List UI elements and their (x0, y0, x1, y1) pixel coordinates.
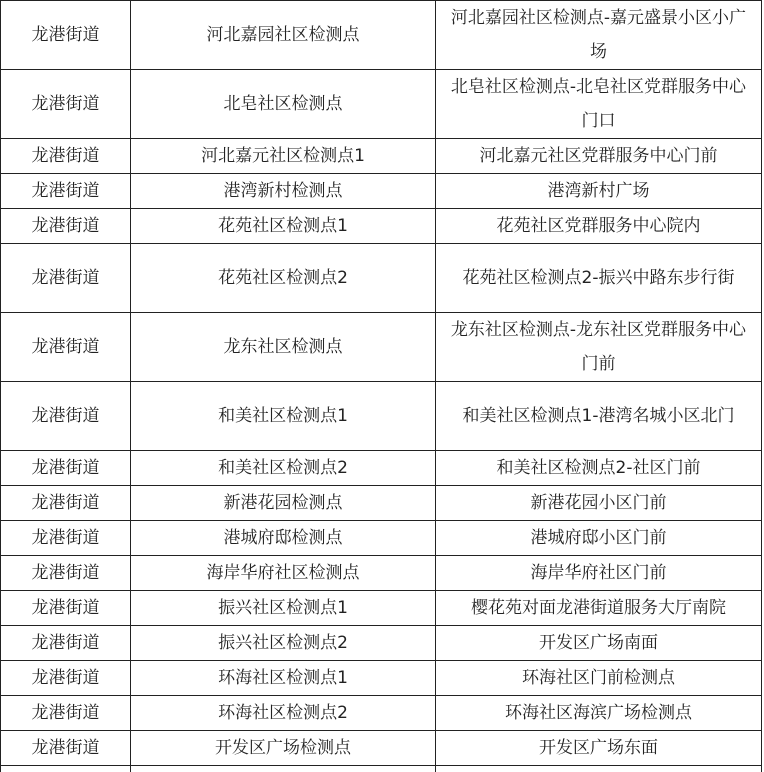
cell-site-name: 河北嘉园社区检测点 (131, 1, 436, 70)
cell-location: 龙东社区检测点-龙东社区党群服务中心门前 (436, 313, 762, 382)
cell-site-name: 花苑社区检测点2 (131, 244, 436, 313)
cell-street: 龙港街道 (1, 313, 131, 382)
cell-site-name: 花苑社区检测点1 (131, 209, 436, 244)
cell-site-name: 振兴社区检测点1 (131, 591, 436, 626)
cell-street: 龙港街道 (1, 731, 131, 766)
table-row (1, 521, 762, 556)
cell-location: 环海社区海滨广场检测点 (436, 696, 762, 731)
cell-street: 龙港街道 (1, 626, 131, 661)
cell-location: 和美社区检测点1-港湾名城小区北门 (436, 382, 762, 451)
table-row (1, 1, 762, 70)
cell-location: 港湾新村广场 (436, 174, 762, 209)
cell-street: 龙港街道 (1, 486, 131, 521)
cell-street: 龙港街道 (1, 209, 131, 244)
cell-street: 龙港街道 (1, 382, 131, 451)
table-row (1, 244, 762, 313)
cell-site-name (131, 766, 436, 772)
cell-site-name: 港湾新村检测点 (131, 174, 436, 209)
cell-site-name: 和美社区检测点1 (131, 382, 436, 451)
table-row (1, 382, 762, 451)
table-row (1, 70, 762, 139)
cell-site-name: 港城府邸检测点 (131, 521, 436, 556)
cell-location: 樱花苑对面龙港街道服务大厅南院 (436, 591, 762, 626)
cell-location: 海岸华府社区门前 (436, 556, 762, 591)
cell-location: 开发区广场南面 (436, 626, 762, 661)
cell-location: 和美社区检测点2-社区门前 (436, 451, 762, 486)
table-row (1, 209, 762, 244)
table-row (1, 556, 762, 591)
table-row (1, 766, 762, 772)
cell-location: 花苑社区党群服务中心院内 (436, 209, 762, 244)
cell-site-name: 海岸华府社区检测点 (131, 556, 436, 591)
cell-site-name: 北皂社区检测点 (131, 70, 436, 139)
cell-street: 龙港街道 (1, 70, 131, 139)
cell-location: 河北嘉园社区检测点-嘉元盛景小区小广场 (436, 1, 762, 70)
cell-street (1, 766, 131, 772)
table-body (1, 1, 762, 772)
cell-street: 龙港街道 (1, 591, 131, 626)
cell-site-name: 河北嘉元社区检测点1 (131, 139, 436, 174)
cell-street: 龙港街道 (1, 521, 131, 556)
cell-location (436, 766, 762, 772)
cell-location: 北皂社区检测点-北皂社区党群服务中心门口 (436, 70, 762, 139)
cell-location: 花苑社区检测点2-振兴中路东步行街 (436, 244, 762, 313)
cell-site-name: 和美社区检测点2 (131, 451, 436, 486)
table-row (1, 451, 762, 486)
cell-site-name: 环海社区检测点2 (131, 696, 436, 731)
table-row (1, 591, 762, 626)
table-row (1, 696, 762, 731)
table-row (1, 731, 762, 766)
cell-site-name: 开发区广场检测点 (131, 731, 436, 766)
cell-location: 新港花园小区门前 (436, 486, 762, 521)
cell-site-name: 龙东社区检测点 (131, 313, 436, 382)
cell-street: 龙港街道 (1, 244, 131, 313)
table-row (1, 626, 762, 661)
table-row (1, 174, 762, 209)
cell-street: 龙港街道 (1, 556, 131, 591)
cell-location: 港城府邸小区门前 (436, 521, 762, 556)
cell-location: 开发区广场东面 (436, 731, 762, 766)
cell-street: 龙港街道 (1, 451, 131, 486)
cell-site-name: 振兴社区检测点2 (131, 626, 436, 661)
table-row (1, 661, 762, 696)
cell-street: 龙港街道 (1, 1, 131, 70)
table-row (1, 313, 762, 382)
cell-street: 龙港街道 (1, 696, 131, 731)
cell-site-name: 环海社区检测点1 (131, 661, 436, 696)
cell-site-name: 新港花园检测点 (131, 486, 436, 521)
table-row (1, 139, 762, 174)
cell-street: 龙港街道 (1, 174, 131, 209)
cell-street: 龙港街道 (1, 139, 131, 174)
cell-street: 龙港街道 (1, 661, 131, 696)
cell-location: 环海社区门前检测点 (436, 661, 762, 696)
cell-location: 河北嘉元社区党群服务中心门前 (436, 139, 762, 174)
table-row (1, 486, 762, 521)
